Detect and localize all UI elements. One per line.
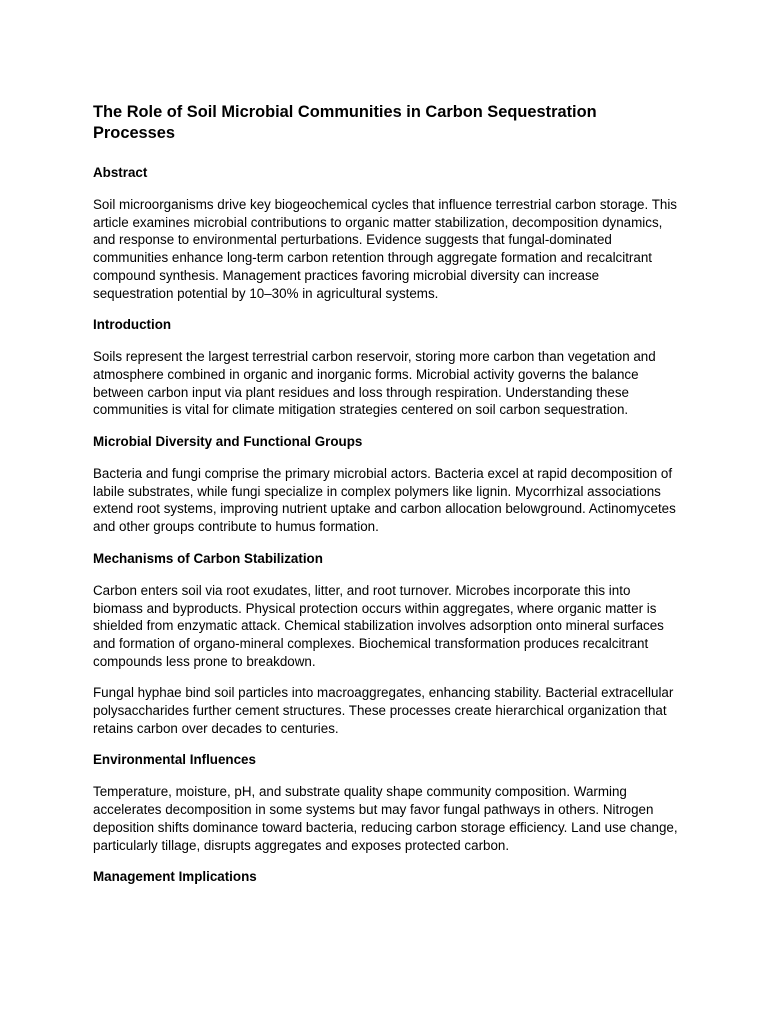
- microbial-diversity-paragraph: Bacteria and fungi comprise the primary microbial actors. Bacteria excel at rapid decomposition of labile substrates, while fungi specialize in complex polymers like lignin. Mycorrhizal associations extend root systems, improving nutrient uptake and carbon allocation belowground. Actinomycetes and other groups contribute to humus formation.: [93, 466, 676, 535]
- section-heading-management-implications: Management Implications: [93, 869, 257, 885]
- mechanisms-paragraph-1: Carbon enters soil via root exudates, litter, and root turnover. Microbes incorporate this into biomass and byproducts. Physical protection occurs within aggregates, where organic matter is shielded from enzymatic attack. Chemical stabilization involves adsorption onto mineral surfaces and formation of organo-mineral complexes. Biochemical transformation produces recalcitrant compounds less prone to breakdown.: [93, 582, 664, 669]
- document-title: The Role of Soil Microbial Communities in Carbon Sequestration Processes: [93, 103, 597, 142]
- section-heading-introduction: Introduction: [93, 317, 172, 333]
- section-heading-environmental-influences: Environmental Influences: [93, 752, 256, 768]
- document-page: [93, 102, 678, 900]
- section-heading-microbial-diversity: Microbial Diversity and Functional Groups: [93, 434, 363, 450]
- section-heading-abstract: Abstract: [93, 165, 148, 180]
- mechanisms-paragraph-2: Fungal hyphae bind soil particles into macroaggregates, enhancing stability. Bacterial extracellular polysaccharides further cement structures. These processes create hierarchical organization that retains carbon over decades to centuries.: [93, 685, 674, 736]
- section-heading-mechanisms: Mechanisms of Carbon Stabilization: [93, 550, 323, 566]
- introduction-paragraph: Soils represent the largest terrestrial carbon reservoir, storing more carbon than vegetation and atmosphere combined in organic and inorganic forms. Microbial activity governs the balance between carbon input via plant residues and loss through respiration. Understanding these communities is vital for climate mitigation strategies centered on soil carbon sequestration.: [93, 349, 656, 418]
- environmental-influences-paragraph: Temperature, moisture, pH, and substrate quality shape community composition. Warming accelerates decomposition in some systems but may favor fungal pathways in others. Nitrogen deposition shifts dominance toward bacteria, reducing carbon storage efficiency. Land use change, particularly tillage, disrupts aggregates and exposes protected carbon.: [93, 784, 678, 853]
- abstract-paragraph: Soil microorganisms drive key biogeochemical cycles that influence terrestrial carbon storage. This article examines microbial contributions to organic matter stabilization, decomposition dynamics, and response to environmental perturbations. Evidence suggests that fungal-dominated communities enhance long-term carbon retention through aggregate formation and recalcitrant compound synthesis. Management practices favoring microbial diversity can increase sequestration potential by 10–30% in agricultural systems.: [93, 197, 677, 301]
